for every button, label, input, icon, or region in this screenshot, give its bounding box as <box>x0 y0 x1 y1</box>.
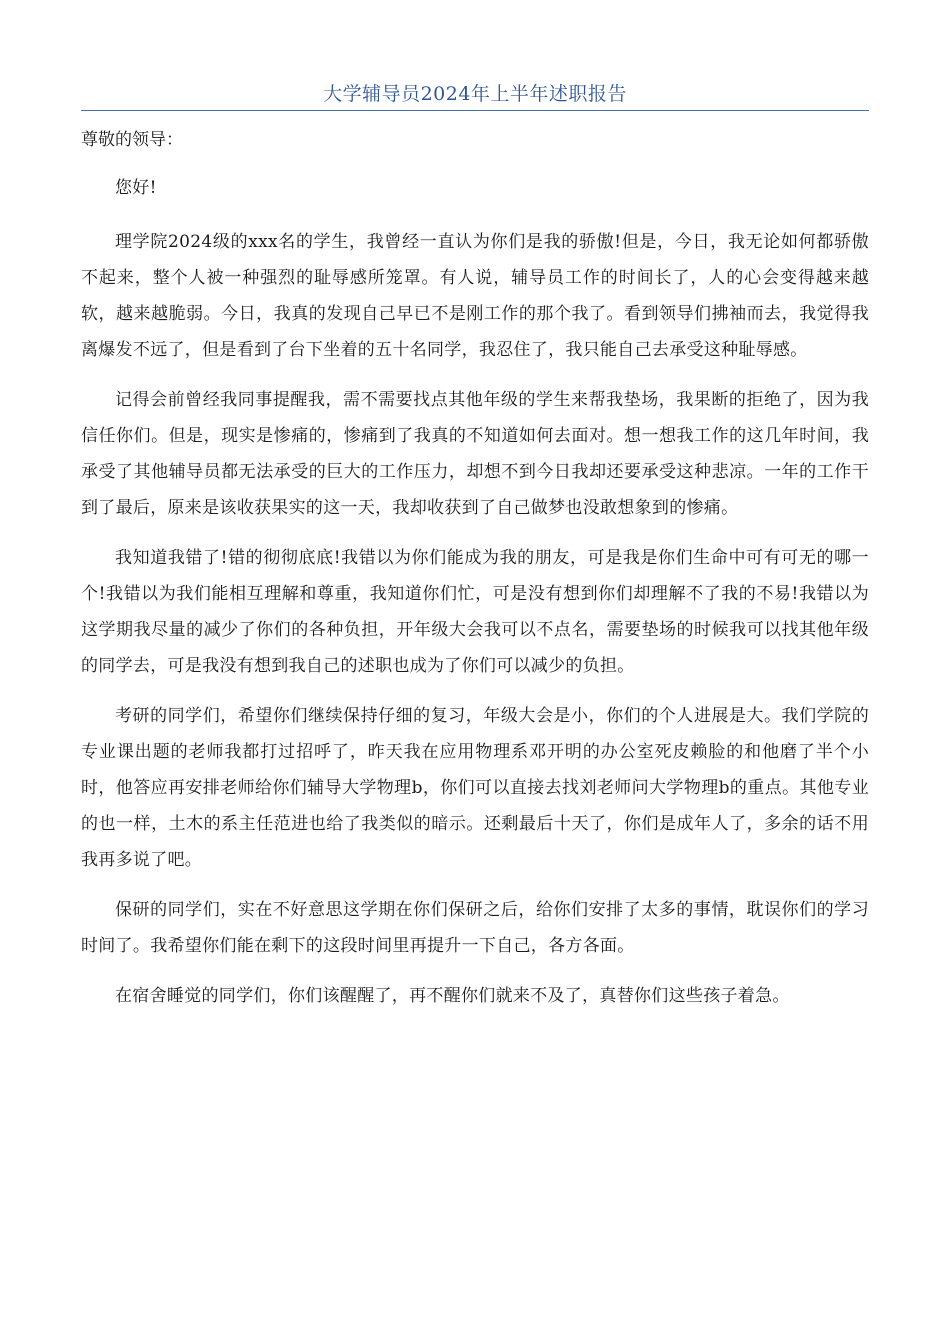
body-paragraph: 我知道我错了!错的彻彻底底!我错以为你们能成为我的朋友，可是我是你们生命中可有可无的哪一个!我错以为我们能相互理解和尊重，我知道你们忙，可是没有想到你们却理解不了我的不易!我错以为这学期我尽量的减少了你们的各种负担，开年级大会我可以不点名，需要垫场的时候我可以找其他年级的同学去，可是我没有想到我自己的述职也成为了你们可以减少的负担。 <box>81 548 869 676</box>
page-header <box>81 80 869 111</box>
body-paragraph: 保研的同学们，实在不好意思这学期在你们保研之后，给你们安排了太多的事情，耽误你们的学习时间了。我希望你们能在剩下的这段时间里再提升一下自己，各方各面。 <box>81 900 869 956</box>
header-title: 大学辅导员2024年上半年述职报告 <box>323 83 627 105</box>
body-paragraph: 理学院2024级的xxx名的学生，我曾经一直认为你们是我的骄傲!但是，今日，我无论如何都骄傲不起来，整个人被一种强烈的耻辱感所笼罩。有人说，辅导员工作的时间长了，人的心会变得越来越软，越来越脆弱。今日，我真的发现自己早已不是刚工作的那个我了。看到领导们拂袖而去，我觉得我离爆发不远了，但是看到了台下坐着的五十名同学，我忍住了，我只能自己去承受这种耻辱感。 <box>81 232 869 360</box>
body-paragraph: 记得会前曾经我同事提醒我，需不需要找点其他年级的学生来帮我垫场，我果断的拒绝了，因为我信任你们。但是，现实是惨痛的，惨痛到了我真的不知道如何去面对。想一想我工作的这几年时间，我承受了其他辅导员都无法承受的巨大的工作压力，却想不到今日我却还要承受这种悲凉。一年的工作干到了最后，原来是该收获果实的这一天，我却收获到了自己做梦也没敢想象到的惨痛。 <box>81 390 869 518</box>
body-paragraph: 在宿舍睡觉的同学们，你们该醒醒了，再不醒你们就来不及了，真替你们这些孩子着急。 <box>115 986 790 1006</box>
greeting-paragraph: 您好! <box>115 178 157 198</box>
document-body <box>81 126 869 1028</box>
body-paragraph: 考研的同学们，希望你们继续保持仔细的复习，年级大会是小，你们的个人进展是大。我们学院的专业课出题的老师我都打过招呼了，昨天我在应用物理系邓开明的办公室死皮赖脸的和他磨了半个小时，他答应再安排老师给你们辅导大学物理b，你们可以直接去找刘老师问大学物理b的重点。其他专业的也一样，土木的系主任范进也给了我类似的暗示。还剩最后十天了，你们是成年人了，多余的话不用我再多说了吧。 <box>81 706 869 870</box>
salutation: 尊敬的领导： <box>81 130 183 150</box>
